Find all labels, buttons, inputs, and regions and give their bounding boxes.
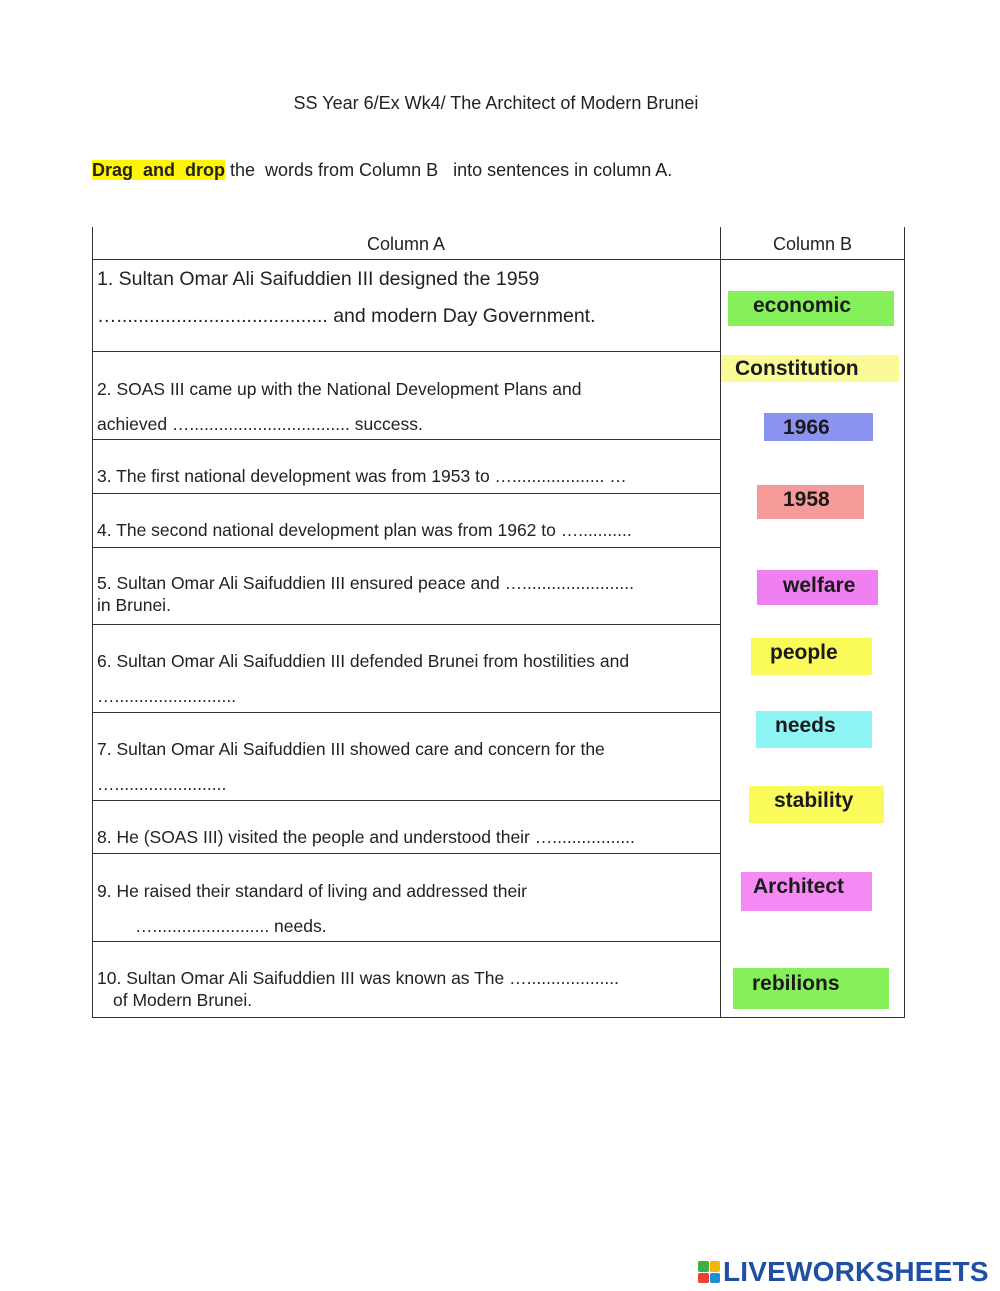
word-architect[interactable]: Architect [741,872,872,911]
word-needs[interactable]: needs [756,711,872,748]
column-divider [720,227,721,1018]
row-divider [92,351,721,352]
sentence-4 [93,513,720,548]
instruction-text [92,160,672,181]
instruction-rest: the words from Column B into sentences in column A. [225,160,673,180]
logo-tile-2 [710,1261,721,1272]
table-border-right [904,227,905,1018]
sentence-2-line-1: 2. SOAS III came up with the National Development Plans and [97,379,582,399]
sentence-6 [93,644,720,714]
logo-tile-3 [698,1273,709,1284]
column-b-header: Column B [772,234,853,254]
sentence-1-line-1: 1. Sultan Omar Ali Saifuddien III designed the 1959 [97,268,540,290]
sentence-10-line-2: of Modern Brunei. [113,990,253,1010]
row-divider [92,624,721,625]
word-rebilions[interactable]: rebilions [733,968,889,1009]
sentence-2 [93,372,720,442]
logo-text: LIVEWORKSHEETS [723,1256,989,1287]
word-stability[interactable]: stability [749,786,884,823]
sentence-5-line-1: 5. Sultan Omar Ali Saifuddien III ensured peace and …....................... [97,573,634,593]
sentence-8 [93,820,720,855]
sentence-2-line-2: achieved …................................. success. [97,414,423,434]
word-economic[interactable]: economic [728,291,894,326]
word-1958[interactable]: 1958 [757,485,864,519]
word-1966[interactable]: 1966 [764,413,873,441]
sentence-6-line-1: 6. Sultan Omar Ali Saifuddien III defended Brunei from hostilities and [97,651,630,671]
sentence-1 [93,268,720,335]
column-a-header: Column A [366,234,446,254]
logo-tiles-icon [698,1261,720,1283]
worksheet-title: SS Year 6/Ex Wk4/ The Architect of Modern Brunei [293,93,699,113]
instruction-highlight: Drag and drop [92,160,226,180]
sentence-9 [93,874,720,944]
word-welfare[interactable]: welfare [757,570,878,605]
header-divider [92,259,905,260]
sentence-4-line-1: 4. The second national development plan was from 1962 to …........... [97,520,632,540]
sentence-7-line-1: 7. Sultan Omar Ali Saifuddien III showed care and concern for the [97,739,605,759]
sentence-3 [93,459,720,494]
sentence-5-line-2: in Brunei. [97,595,171,615]
sentence-3-line-1: 3. The first national development was from 1953 to …................... … [97,466,627,486]
word-people[interactable]: people [751,638,872,675]
table-border-bottom [92,1017,905,1018]
sentence-5 [93,572,720,616]
sentence-6-line-2: …......................... [97,686,237,706]
liveworksheets-logo [698,1256,989,1288]
logo-tile-4 [710,1273,721,1284]
word-constitution[interactable]: Constitution [721,355,899,382]
sentence-7 [93,732,720,802]
sentence-10-line-1: 10. Sultan Omar Ali Saifuddien III was known as The …................... [97,968,620,988]
sentence-10 [93,967,720,1011]
sentence-8-line-1: 8. He (SOAS III) visited the people and understood their …................. [97,827,635,847]
logo-tile-1 [698,1261,709,1272]
sentence-1-line-2: …....................................... and modern Day Government. [97,305,596,327]
sentence-7-line-2: …....................... [97,774,227,794]
sentence-9-line-1: 9. He raised their standard of living and addressed their [97,881,527,901]
sentence-9-line-2: …........................ needs. [135,916,327,936]
